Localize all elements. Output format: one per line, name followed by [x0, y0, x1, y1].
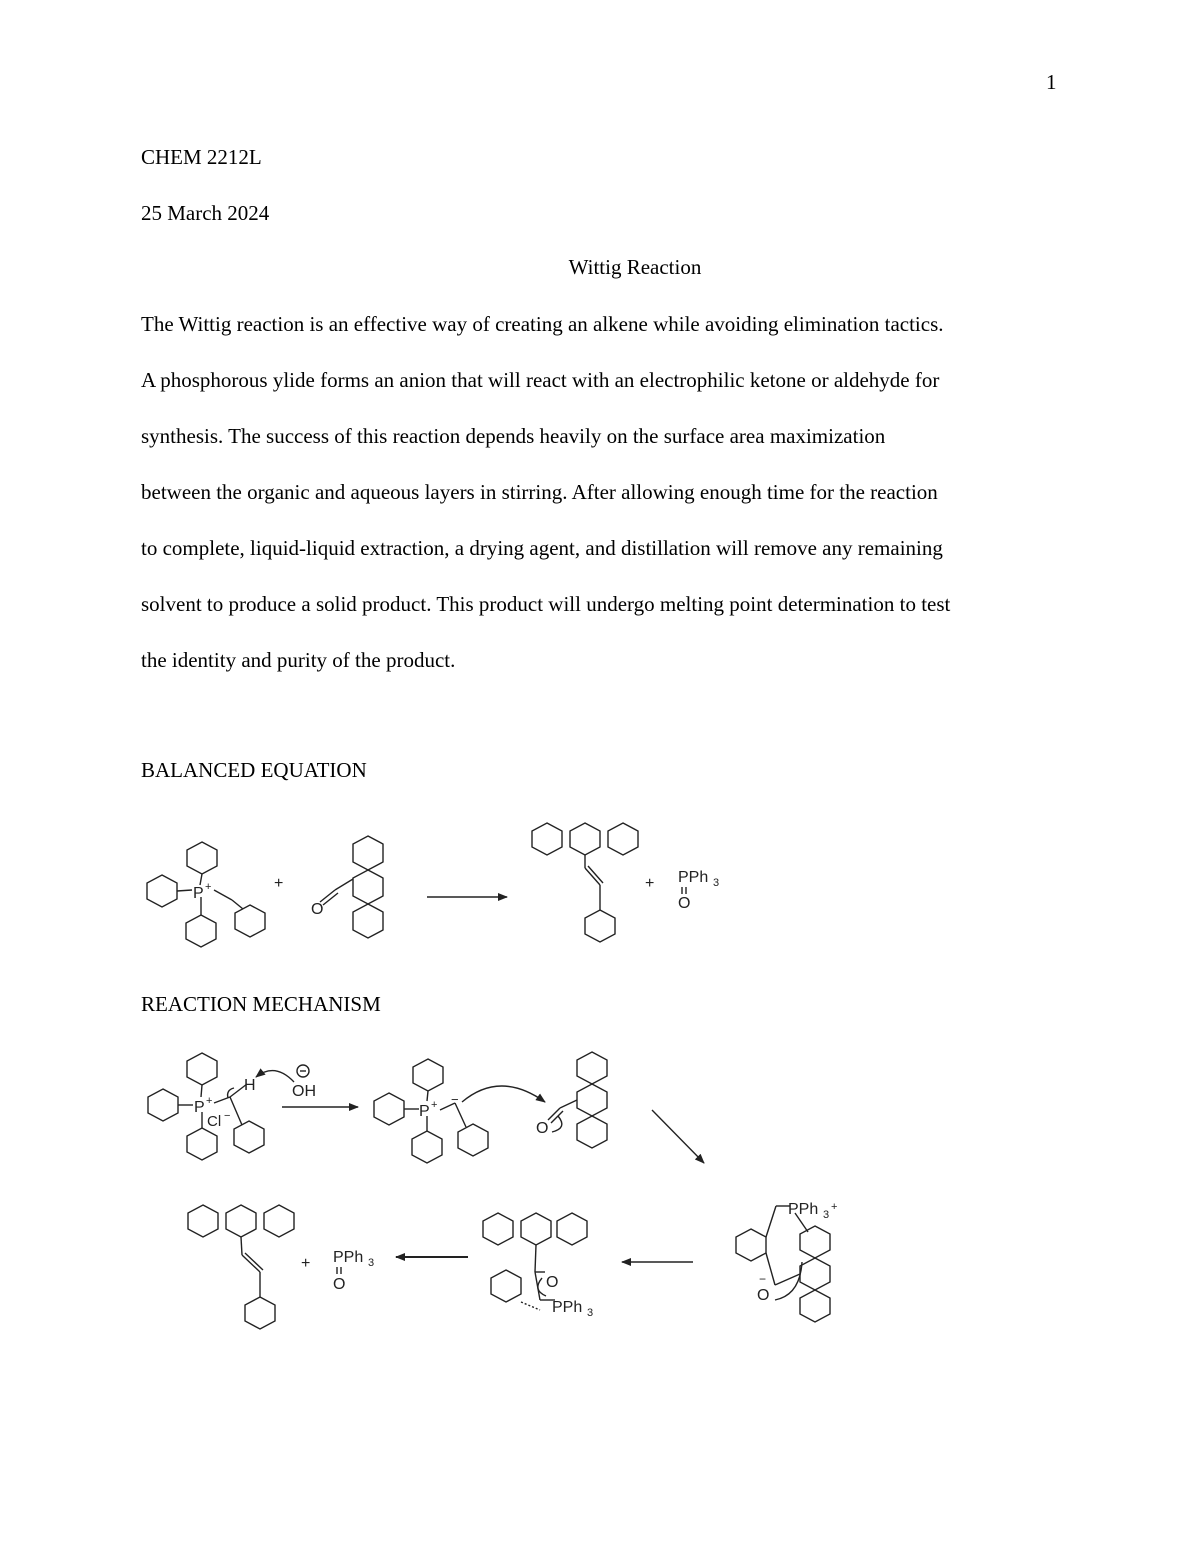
- chloride-charge: −: [224, 1110, 231, 1122]
- paragraph-line: to complete, liquid-liquid extraction, a drying agent, and distillation will remove any remaining: [141, 536, 943, 560]
- chloride-label: Cl: [207, 1113, 222, 1130]
- paragraph-line: solvent to produce a solid product. This product will undergo melting point determination to test: [141, 592, 951, 616]
- subscript-3: 3: [823, 1209, 830, 1221]
- anthraldehyde-structure: [548, 1052, 607, 1148]
- reaction-mechanism-heading: REACTION MECHANISM: [141, 992, 381, 1016]
- oxaphosphetane-structure: [483, 1213, 587, 1310]
- paragraph-line: the identity and purity of the product.: [141, 648, 456, 672]
- subscript-3: 3: [713, 877, 720, 889]
- electron-push-arrow: [256, 1071, 294, 1082]
- pph3-label: PPh: [678, 869, 709, 886]
- phosphorus-label: P: [193, 885, 204, 902]
- hydrogen-label: H: [244, 1077, 256, 1094]
- paragraph-line: synthesis. The success of this reaction depends heavily on the surface area maximization: [141, 424, 886, 448]
- phosphorus-charge: +: [206, 1095, 213, 1107]
- triphenylphosphine-oxide: [678, 869, 719, 912]
- phosphorus-label: P: [194, 1099, 205, 1116]
- balanced-equation-figure: [147, 823, 719, 947]
- hydroxide-label: OH: [292, 1083, 316, 1100]
- oxaphosphetane-oxygen: O: [546, 1274, 559, 1291]
- triphenylphosphine-oxide: [333, 1249, 374, 1293]
- page-number: 1: [1046, 70, 1057, 94]
- anthraldehyde-structure: [320, 836, 383, 938]
- carbanion-charge: −: [451, 1092, 459, 1107]
- betaine-intermediate-structure: [736, 1206, 830, 1322]
- pph3-plus-label: PPh: [788, 1201, 819, 1218]
- phosphorus-charge: +: [205, 881, 212, 893]
- plus-sign: +: [301, 1255, 311, 1272]
- benzyltriphenylphosphonium-structure: [147, 842, 265, 947]
- paragraph-line: A phosphorous ylide forms an anion that will react with an electrophilic ketone or aldehyde for: [141, 368, 940, 392]
- subscript-3: 3: [368, 1257, 375, 1269]
- balanced-equation-heading: BALANCED EQUATION: [141, 758, 367, 782]
- alkoxide-oxygen: O: [757, 1287, 770, 1304]
- pph3-label: PPh: [333, 1249, 364, 1266]
- phosphorus-charge: +: [431, 1099, 438, 1111]
- aldehyde-oxygen: O: [311, 901, 324, 918]
- alkoxide-charge: −: [759, 1272, 767, 1286]
- oxide-oxygen: O: [333, 1276, 346, 1293]
- mechanism-arrow: [652, 1110, 704, 1163]
- page-title: Wittig Reaction: [568, 255, 702, 279]
- product-styrylanthracene: [188, 1205, 294, 1329]
- subscript-3: 3: [587, 1307, 594, 1319]
- electron-push-arrow: [462, 1086, 545, 1102]
- paragraph-line: between the organic and aqueous layers in stirring. After allowing enough time for the reaction: [141, 480, 938, 504]
- ylide-structure: [374, 1059, 488, 1163]
- oxide-oxygen: O: [678, 895, 691, 912]
- pph3-label: PPh: [552, 1299, 583, 1316]
- styrylanthracene-structure: [532, 823, 638, 942]
- report-date: 25 March 2024: [141, 201, 270, 225]
- plus-sign: +: [645, 875, 655, 892]
- reaction-mechanism-figure: [148, 1052, 837, 1329]
- phosphorus-label: P: [419, 1103, 430, 1120]
- paragraph-line: The Wittig reaction is an effective way of creating an alkene while avoiding elimination tactics.: [141, 312, 944, 336]
- aldehyde-oxygen: O: [536, 1120, 549, 1137]
- phosphonium-charge: +: [831, 1201, 838, 1213]
- course-code: CHEM 2212L: [141, 145, 262, 169]
- plus-sign: +: [274, 875, 284, 892]
